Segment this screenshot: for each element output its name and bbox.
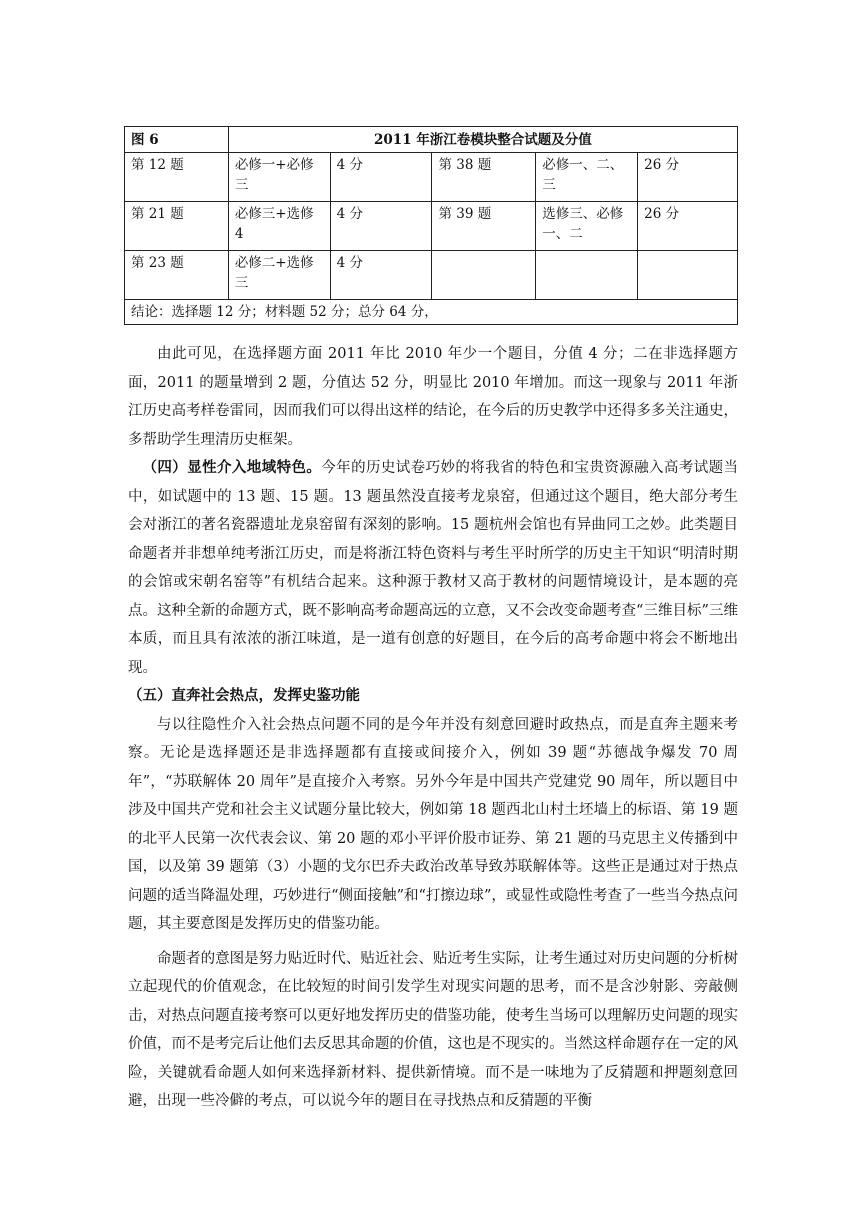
table-conclusion-row (125, 300, 738, 325)
table-cell (638, 251, 738, 300)
paragraph-section-4 (128, 454, 738, 682)
paragraph-section-5a: 与以往隐性介入社会热点问题不同的是今年并没有刻意回避时政热点，而是直奔主题来考察。无论是选择题还是非选择题都有直接或间接介入，例如 39 题“苏德战争爆发 70 周年”，“苏联解体 20 周年”是直接介入考察。另外今年是中国共产党建党 90 周年，所以题目中涉及中国共产党和社会主义试题分量比较大，例如第 18 题西北山村土坯墙上的标语、第 19 题的北平人民第一次代表会议、第 20 题的邓小平评价股市证券、第 21 题的马克思主义传播到中国，以及第 39 题第（3）小题的戈尔巴乔夫政治改革导致苏联解体等。这些正是通过对于热点问题的适当降温处理，巧妙进行“侧面接触”和“打擦边球”，或显性或隐性考查了一些当今热点问题，其主要意图是发挥历史的借鉴功能。 (128, 716, 738, 932)
table-cell (432, 251, 536, 300)
paragraph-summary: 由此可见，在选择题方面 2011 年比 2010 年少一个题目，分值 4 分；二在非选择题方面，2011 的题量增到 2 题，分值达 52 分，明显比 2010 年增加。而这一现象与 2011 年浙江历史高考样卷雷同，因而我们可以得出这样的结论，在今后的历史教学中还得多多关注通史，多帮助学生理清历史框架。 (128, 346, 738, 448)
table-cell: 第 12 题 (125, 153, 229, 202)
table-cell: 第 38 题 (432, 153, 536, 202)
table-row (125, 202, 738, 251)
table-row (125, 153, 738, 202)
score-table (124, 126, 738, 325)
table-cell: 26 分 (638, 153, 738, 202)
section-5-heading: （五）直奔社会热点，发挥史鉴功能 (128, 687, 360, 704)
table-cell: 第 23 题 (125, 251, 229, 300)
table-cell: 4 分 (330, 153, 432, 202)
table-cell: 必修一、二、三 (536, 153, 638, 202)
paragraph-section-5b: 命题者的意图是努力贴近时代、贴近社会、贴近考生实际，让考生通过对历史问题的分析树立起现代的价值观念，在比较短的时间引发学生对现实问题的思考，而不是含沙射影、旁敲侧击，对热点问题直接考察可以更好地发挥历史的借鉴功能，使考生当场可以理解历史问题的现实价值，而不是考完后让他们去反思其命题的价值，这也是不现实的。当然这样命题存在一定的风险，关键就看命题人如何来选择新材料、提供新情境。而不是一味地为了反猜题和押题刻意回避，出现一些冷僻的考点，可以说今年的题目在寻找热点和反猜题的平衡 (128, 950, 738, 1109)
table-cell: 必修二+选修三 (228, 251, 330, 300)
table-cell: 第 39 题 (432, 202, 536, 251)
table-cell: 4 分 (330, 202, 432, 251)
section-4-text: 今年的历史试卷巧妙的将我省的特色和宝贵资源融入高考试题当中，如试题中的 13 题、15 题。13 题虽然没直接考龙泉窑，但通过这个题目，绝大部分考生会对浙江的著名瓷器遗址龙泉窑留有深刻的影响。15 题杭州会馆也有异曲同工之妙。此类题目命题者并非想单纯考浙江历史，而是将浙江特色资料与考生平时所学的历史主干知识“明清时期的会馆或宋朝名窑等”有机结合起来。这种源于教材又高于教材的问题情境设计，是本题的亮点。这种全新的命题方式，既不影响高考命题高远的立意，又不会改变命题考查“三维目标”三维本质，而且具有浓浓的浙江味道，是一道有创意的好题目，在今后的高考命题中将会不断地出现。 (128, 460, 739, 676)
table-cell (536, 251, 638, 300)
table-cell: 26 分 (638, 202, 738, 251)
table-cell: 必修一+必修三 (228, 153, 330, 202)
section-4-heading: （四）显性介入地域特色。 (142, 459, 322, 476)
table-cell: 必修三+选修 4 (228, 202, 330, 251)
table-cell: 第 21 题 (125, 202, 229, 251)
article-body (128, 340, 738, 1116)
table-title: 2011 年浙江卷模块整合试题及分值 (228, 127, 737, 153)
table-caption: 图 6 (125, 127, 229, 153)
table-row (125, 251, 738, 300)
table-conclusion: 结论：选择题 12 分；材料题 52 分；总分 64 分， (125, 300, 738, 325)
table-cell: 选修三、必修一、二 (536, 202, 638, 251)
table-cell: 4 分 (330, 251, 432, 300)
table-header-row (125, 127, 738, 153)
